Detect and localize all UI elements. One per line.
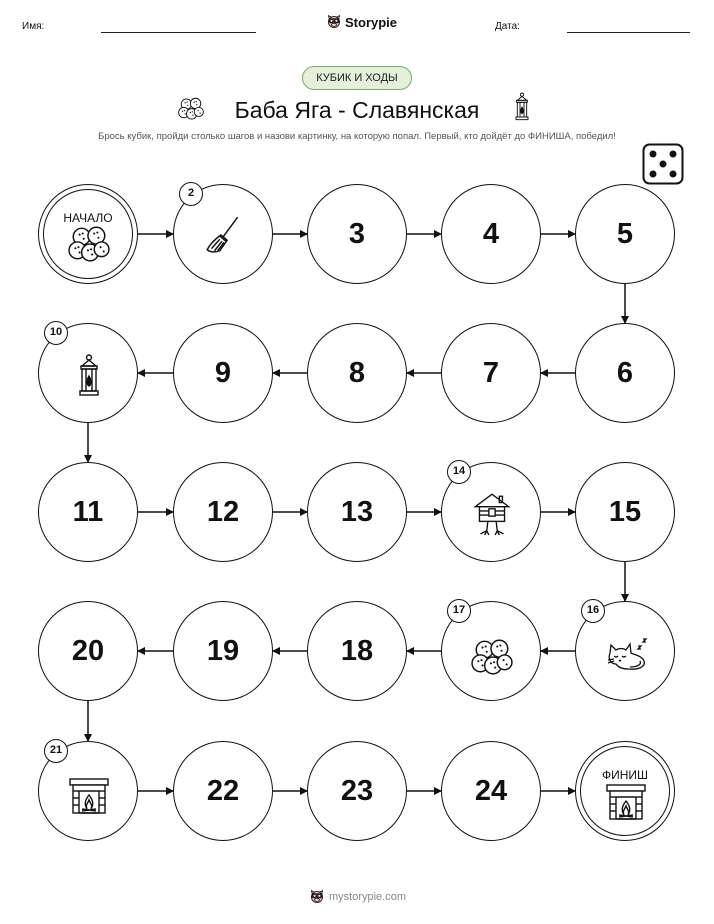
cell-number-chip: 14	[447, 460, 471, 484]
lantern-icon	[74, 354, 104, 398]
board-cell-10	[38, 323, 138, 423]
footer-url[interactable]: mystorypie.com	[329, 891, 407, 903]
board-cell-11	[38, 462, 138, 562]
date-label: Дата:	[495, 21, 520, 32]
board-cell-15	[575, 462, 675, 562]
board-cell-20	[38, 601, 138, 701]
board-cell-7	[441, 323, 541, 423]
cell-number-chip: 21	[44, 739, 68, 763]
cell-number-chip: 16	[581, 599, 605, 623]
cell-number: 3	[348, 217, 366, 250]
board-cell-12	[173, 462, 273, 562]
brand-name: Storypie	[345, 14, 398, 30]
cell-number-chip: 2	[179, 182, 203, 206]
page-title: Баба Яга - Славянская	[234, 97, 480, 123]
cell-number: 4	[482, 217, 500, 250]
fireplace-icon	[67, 776, 111, 816]
board-cell-18	[307, 601, 407, 701]
board-cell-16	[575, 601, 675, 701]
board-cell-21	[38, 741, 138, 841]
cell-number: 9	[214, 356, 232, 389]
instructions: Брось кубик, пройди столько шагов и назови картинку, на которую попал. Первый, кто дойдёт до ФИНИША, победил!	[98, 131, 616, 142]
cell-number: 11	[72, 495, 104, 528]
board-cell-23	[307, 741, 407, 841]
hut-on-chicken-legs-icon	[469, 490, 515, 536]
berries-icon	[68, 222, 110, 264]
cell-number: 19	[206, 634, 240, 667]
cell-number-chip: 10	[44, 321, 68, 345]
cell-number: 7	[482, 356, 500, 389]
start-label: НАЧАЛО	[63, 211, 113, 225]
cell-number: 13	[340, 495, 374, 528]
cell-number: 22	[206, 774, 240, 807]
broom-icon	[203, 214, 245, 256]
board-cell-start	[38, 184, 138, 284]
name-label: Имя:	[22, 21, 45, 32]
board-cell-19	[173, 601, 273, 701]
cell-number: 18	[340, 634, 374, 667]
board-cell-13	[307, 462, 407, 562]
board-cell-8	[307, 323, 407, 423]
cell-number: 6	[616, 356, 634, 389]
cell-number: 23	[340, 774, 374, 807]
cell-number: 24	[474, 774, 508, 807]
berries-icon	[471, 635, 513, 677]
board-cell-2	[173, 184, 273, 284]
sleeping-cat-icon	[602, 634, 650, 674]
cell-number: 15	[608, 495, 642, 528]
board-cell-6	[575, 323, 675, 423]
cell-number: 8	[348, 356, 366, 389]
board-cell-17	[441, 601, 541, 701]
fireplace-icon	[604, 782, 648, 822]
board-cell-3	[307, 184, 407, 284]
finish-label: ФИНИШ	[601, 768, 649, 782]
board-cell-finish	[575, 741, 675, 841]
pig-mascot-icon	[309, 889, 325, 905]
board-cell-22	[173, 741, 273, 841]
board-cell-5	[575, 184, 675, 284]
board-cell-9	[173, 323, 273, 423]
game-type-badge: КУБИК И ХОДЫ	[302, 66, 412, 90]
cell-number: 20	[71, 634, 105, 667]
board-cell-14	[441, 462, 541, 562]
footer	[309, 889, 406, 905]
cell-number: 12	[206, 495, 240, 528]
cell-number: 5	[616, 217, 634, 250]
board-cell-4	[441, 184, 541, 284]
board-cell-24	[441, 741, 541, 841]
cell-number-chip: 17	[447, 599, 471, 623]
